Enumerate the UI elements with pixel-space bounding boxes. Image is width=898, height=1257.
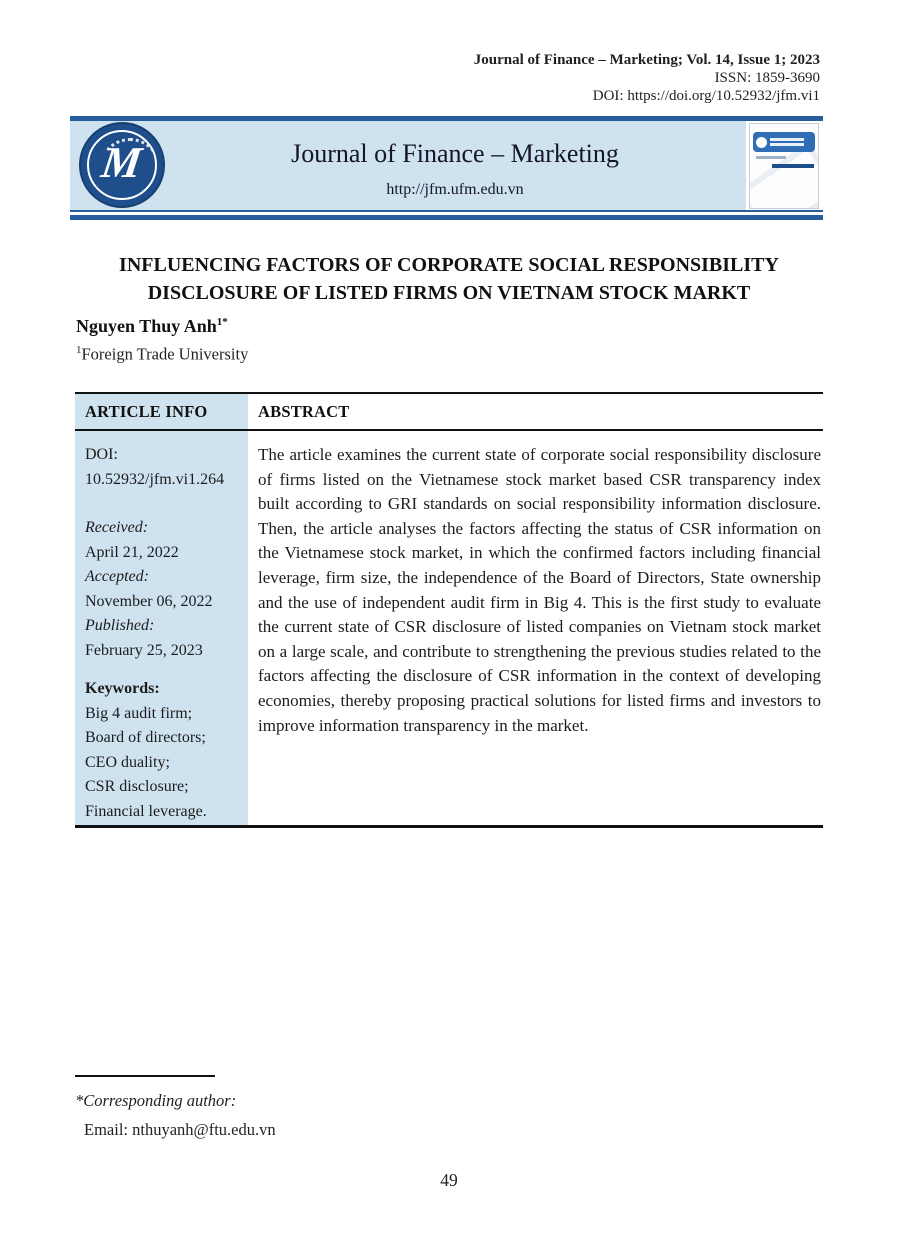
masthead	[474, 51, 820, 105]
accepted-label: Accepted:	[85, 568, 149, 585]
accepted-date: November 06, 2022	[85, 592, 213, 610]
banner-bottom-thick-rule	[70, 215, 823, 220]
cover-title-lines	[770, 136, 804, 148]
keywords-label: Keywords:	[85, 680, 160, 697]
cover-header-strip	[753, 132, 815, 152]
abstract-header: ABSTRACT	[258, 402, 350, 421]
author-superscript: 1*	[216, 316, 228, 328]
affiliation-superscript: 1	[76, 344, 82, 356]
keywords-block	[85, 677, 242, 824]
keyword-item: Big 4 audit firm;	[85, 704, 193, 722]
corresponding-author-email: Email: nthuyanh@ftu.edu.vn	[84, 1120, 276, 1139]
received-date: April 21, 2022	[85, 543, 179, 561]
journal-logo-icon	[79, 122, 165, 208]
masthead-citation: Journal of Finance – Marketing; Vol. 14, Issue 1; 2023	[473, 52, 820, 68]
keyword-item: Board of directors;	[85, 729, 206, 746]
affiliation-name: Foreign Trade University	[81, 344, 249, 364]
published-label: Published:	[85, 617, 155, 634]
journal-cover-thumbnail	[749, 123, 819, 209]
cover-subtitle-line	[756, 156, 786, 159]
masthead-doi: DOI: https://doi.org/10.52932/jfm.vi1	[592, 88, 820, 104]
article-info-header: ARTICLE INFO	[75, 394, 248, 429]
page-number: 49	[440, 1170, 458, 1190]
masthead-issn: ISSN: 1859-3690	[714, 70, 820, 86]
affiliation-line	[76, 344, 248, 365]
article-title	[75, 251, 823, 307]
cover-logo-icon	[756, 137, 767, 148]
logo-monogram: M	[99, 138, 146, 187]
journal-logo-inner-ring	[87, 130, 157, 200]
published-date: February 25, 2023	[85, 641, 203, 659]
abstract-cell	[248, 431, 823, 825]
dates-block	[85, 516, 242, 663]
keyword-item: Financial leverage.	[85, 802, 207, 820]
article-title-line2: DISCLOSURE OF LISTED FIRMS ON VIETNAM STOCK MARKT	[147, 282, 751, 304]
author-name: Nguyen Thuy Anh	[76, 316, 217, 336]
article-info-cell	[75, 431, 248, 825]
article-title-line1: INFLUENCING FACTORS OF CORPORATE SOCIAL RESPONSIBILITY	[119, 254, 779, 276]
keyword-item: CSR disclosure;	[85, 778, 189, 795]
abstract-text: The article examines the current state of corporate social responsibility disclosure of firms listed on the Vietnamese stock market based CSR transparency index built according to GRI standards on social responsibility information disclosure. Then, the article analyses the factors affecting the status of CSR information on the Vietnamese stock market, in which the confirmed factors including financial leverage, firm size, the independence of the Board of Directors, State ownership and the use of independent audit firm in Big 4. This is the first study to evaluate the current state of CSR disclosure of listed companies on Vietnam stock market on a large scale, and contribute to strengthening the previous studies related to the factors affecting the disclosure of CSR information in the context of developing economies, thereby proposing practical solutions for listed firms and investors to improve information transparency in the market.	[258, 445, 821, 735]
table-header-row	[75, 394, 823, 431]
footnote-rule	[75, 1075, 215, 1077]
table-body-row	[75, 431, 823, 825]
journal-url: http://jfm.ufm.edu.vn	[386, 181, 524, 198]
author-line	[76, 316, 228, 337]
cover-thumbnail-zone	[746, 121, 823, 210]
corresponding-author-label: *Corresponding author:	[75, 1091, 237, 1110]
cover-underline	[772, 164, 814, 168]
journal-name: Journal of Finance – Marketing	[291, 139, 619, 168]
keyword-item: CEO duality;	[85, 753, 170, 771]
doi-value: 10.52932/jfm.vi1.264	[85, 470, 225, 488]
article-info-table	[75, 392, 823, 828]
doi-label: DOI:	[85, 446, 118, 463]
journal-banner-text	[165, 121, 745, 210]
banner-bottom-thin-rule	[70, 210, 823, 212]
received-label: Received:	[85, 519, 149, 536]
